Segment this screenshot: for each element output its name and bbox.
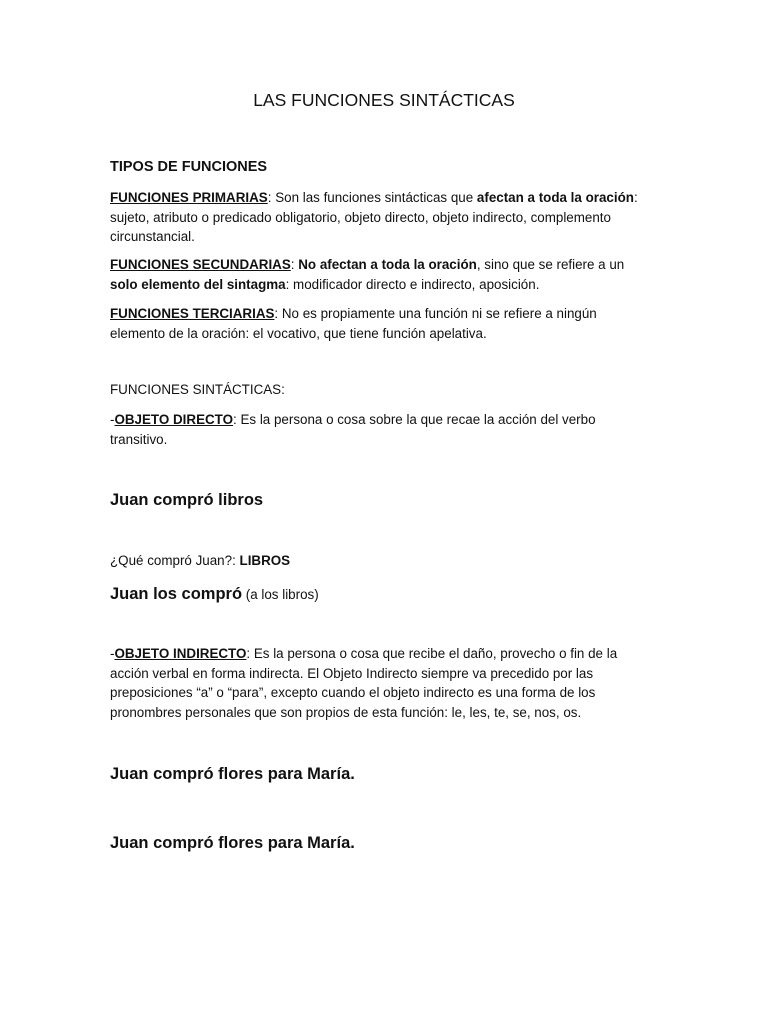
paragraph-objeto-indirecto	[110, 644, 655, 722]
bold-segment: solo elemento del sintagma	[110, 276, 286, 292]
heading-funciones-sintacticas: FUNCIONES SINTÁCTICAS:	[110, 382, 285, 397]
separator: :	[274, 306, 282, 321]
text-segment: : sujeto, atributo o predicado obligatorio, objeto directo, objeto indirecto, complemento circunstancial.	[110, 190, 638, 244]
text-segment: : modificador directo e indirecto, aposición.	[285, 276, 540, 292]
example-sentence-3: Juan compró flores para María.	[110, 765, 355, 783]
question-line	[110, 551, 290, 571]
label-funciones-primarias: FUNCIONES PRIMARIAS	[110, 190, 268, 205]
dash: -	[110, 646, 115, 661]
text-segment: No es propiamente una función ni se refiere a ningún elemento de la oración: el vocativo, que tiene función apelativa.	[110, 306, 597, 341]
text-segment: Son las funciones sintácticas que	[275, 190, 477, 205]
example-sentence-4: Juan compró flores para María.	[110, 834, 355, 852]
label-funciones-terciarias: FUNCIONES TERCIARIAS	[110, 306, 275, 321]
dash: -	[110, 412, 115, 427]
example-sentence-1: Juan compró libros	[110, 491, 264, 509]
paragraph-funciones-terciarias	[110, 304, 655, 343]
section-heading-tipos: TIPOS DE FUNCIONES	[110, 159, 268, 175]
document-title: LAS FUNCIONES SINTÁCTICAS	[253, 90, 515, 110]
bold-segment: No afectan a toda la oración	[298, 257, 477, 272]
label-funciones-secundarias: FUNCIONES SECUNDARIAS	[110, 257, 291, 272]
paragraph-funciones-primarias	[110, 188, 655, 247]
paragraph-objeto-directo	[110, 410, 655, 449]
paragraph-funciones-secundarias	[110, 255, 655, 294]
label-objeto-directo: OBJETO DIRECTO	[114, 412, 234, 427]
bold-segment: afectan a toda la oración	[476, 190, 634, 205]
text-segment: : Es la persona o cosa que recibe el daño, provecho o fin de la acción verbal en forma indirecta. El Objeto Indirecto siempre va precedido por las preposiciones “a” o “para”, excepto cuando el objeto indirecto es una forma de los pronombres personales que son propios de esta función: le, les, te, se, nos, os.	[110, 646, 618, 720]
example-main: Juan los compró	[110, 585, 243, 603]
text-segment: , sino que se refiere a un	[476, 257, 625, 272]
text-segment: : Es la persona o cosa sobre la que recae la acción del verbo transitivo.	[110, 412, 596, 447]
question-answer: LIBROS	[239, 553, 291, 568]
example-sentence-2	[110, 583, 319, 606]
question-text: ¿Qué compró Juan?:	[110, 553, 240, 568]
label-objeto-indirecto: OBJETO INDIRECTO	[114, 646, 247, 661]
separator: :	[267, 190, 276, 205]
separator: :	[290, 257, 299, 272]
example-note: (a los libros)	[242, 587, 319, 602]
